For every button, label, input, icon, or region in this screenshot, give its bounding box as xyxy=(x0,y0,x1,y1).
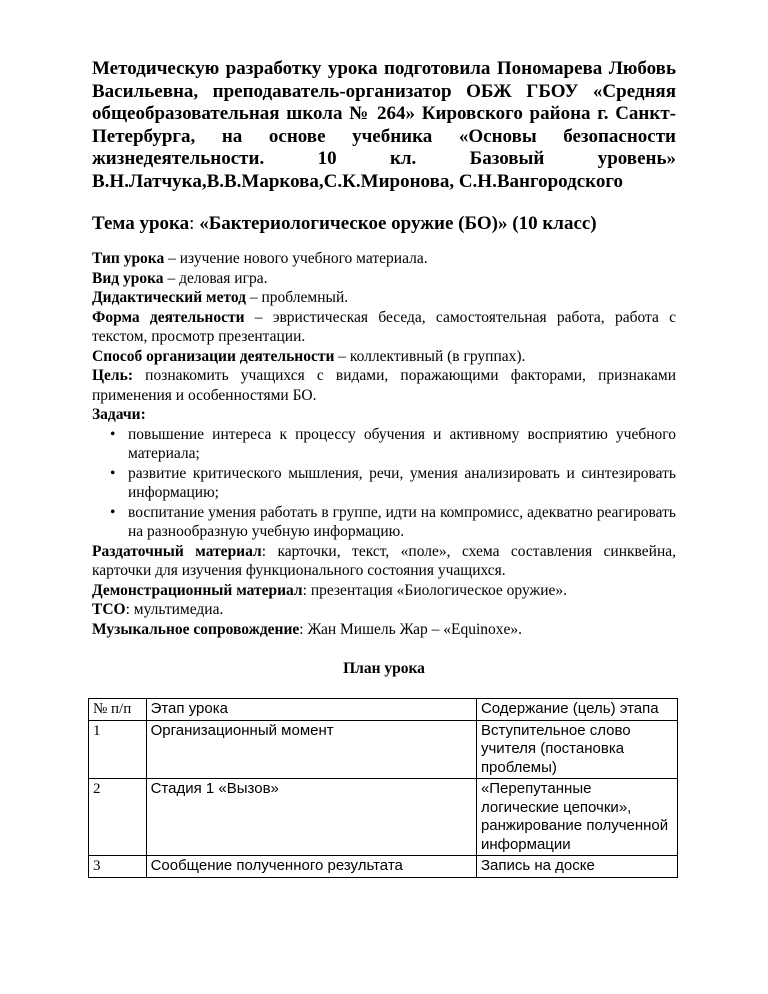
table-cell: Вступительное слово учителя (постановка проблемы) xyxy=(476,720,677,779)
table-row xyxy=(89,856,678,878)
field-didactic-method xyxy=(92,288,676,308)
field-lesson-type xyxy=(92,249,676,269)
field-text: : Жан Мишель Жар – «Equinoxe». xyxy=(299,620,523,638)
field-lesson-kind xyxy=(92,269,676,289)
field-label: Раздаточный материал xyxy=(92,542,262,560)
topic-value: «Бактериологическое оружие (БО)» (10 класс) xyxy=(199,213,597,234)
table-cell: «Перепутанные логические цепочки», ранжирование полученной информации xyxy=(476,779,677,856)
topic-colon: : xyxy=(189,213,200,234)
table-cell: Стадия 1 «Вызов» xyxy=(146,779,476,856)
field-label: Демонстрационный материал xyxy=(92,581,303,599)
field-text: : мультимедиа. xyxy=(125,601,224,618)
table-row xyxy=(89,720,678,779)
bullet-icon: • xyxy=(110,425,116,443)
field-label: Способ организации деятельности xyxy=(92,347,335,365)
field-activity-form xyxy=(92,308,676,347)
list-item xyxy=(92,425,676,464)
field-text: : презентация «Биологическое оружие». xyxy=(302,581,568,599)
lesson-details xyxy=(92,249,676,639)
task-text: развитие критического мышления, речи, умения анализировать и синтезировать информацию; xyxy=(128,464,676,501)
table-header-row xyxy=(89,699,678,721)
tasks-label: Задачи: xyxy=(92,406,146,423)
table-cell: 3 xyxy=(89,856,147,878)
bullet-icon: • xyxy=(110,503,116,521)
table-cell: 2 xyxy=(89,779,147,856)
table-cell: Организационный момент xyxy=(146,720,476,779)
field-label: Форма деятельности xyxy=(92,308,245,326)
lesson-topic xyxy=(92,213,676,235)
field-text: : карточки, текст, «поле», схема составления синквейна, карточки для изучения функционального состояния учащихся. xyxy=(92,542,676,579)
tasks-list xyxy=(92,425,676,542)
field-text: – проблемный. xyxy=(246,289,349,306)
field-organization xyxy=(92,347,676,367)
field-tech-means xyxy=(92,600,676,620)
field-label: Дидактический метод xyxy=(92,289,247,306)
list-item xyxy=(92,503,676,542)
lesson-plan-table xyxy=(88,698,678,878)
table-cell: 1 xyxy=(89,720,147,779)
field-music xyxy=(92,620,676,640)
table-cell: Запись на доске xyxy=(476,856,677,878)
header-cell: № п/п xyxy=(89,699,147,721)
bullet-icon: • xyxy=(110,464,116,482)
field-label: Цель: xyxy=(92,367,133,384)
plan-title: План урока xyxy=(343,660,425,677)
field-text: – деловая игра. xyxy=(163,269,268,287)
header-cell: Содержание (цель) этапа xyxy=(476,699,677,721)
field-label: Музыкальное сопровождение xyxy=(92,620,300,638)
field-text: – эвристическая беседа, самостоятельная работа, работа с текстом, просмотр презентации. xyxy=(92,308,677,345)
field-demo-material xyxy=(92,581,676,601)
field-text: – коллективный (в группах). xyxy=(334,347,526,365)
list-item xyxy=(92,464,676,503)
field-label: Вид урока xyxy=(92,269,164,287)
header-cell: Этап урока xyxy=(146,699,476,721)
table-row xyxy=(89,779,678,856)
field-handout xyxy=(92,542,676,581)
field-label: ТСО xyxy=(92,601,126,618)
field-text: познакомить учащихся с видами, поражающими факторами, признаками применения и особенностями БО. xyxy=(92,367,676,404)
document-page xyxy=(92,58,676,878)
task-text: воспитание умения работать в группе, идти на компромисс, адекватно реагировать на разнообразную учебную информацию. xyxy=(128,503,676,540)
table-cell: Сообщение полученного результата xyxy=(146,856,476,878)
task-text: повышение интереса к процессу обучения и активному восприятию учебного материала; xyxy=(128,425,676,462)
tasks-heading xyxy=(92,405,676,425)
field-text: – изучение нового учебного материала. xyxy=(164,250,428,267)
field-goal xyxy=(92,366,676,405)
topic-label: Тема урока xyxy=(92,213,190,234)
intro-paragraph: Методическую разработку урока подготовила Пономарева Любовь Васильевна, преподаватель-организатор ОБЖ ГБОУ «Средняя общеобразовательная школа № 264» Кировского района г. Санкт-Петербурга, на основе учебника «Основы безопасности жизнедеятельности. 10 кл. Базовый уровень» В.Н.Латчука,В.В.Маркова,С.К.Миронова, С.Н.Вангородского xyxy=(92,58,676,192)
field-label: Тип урока xyxy=(92,250,165,267)
